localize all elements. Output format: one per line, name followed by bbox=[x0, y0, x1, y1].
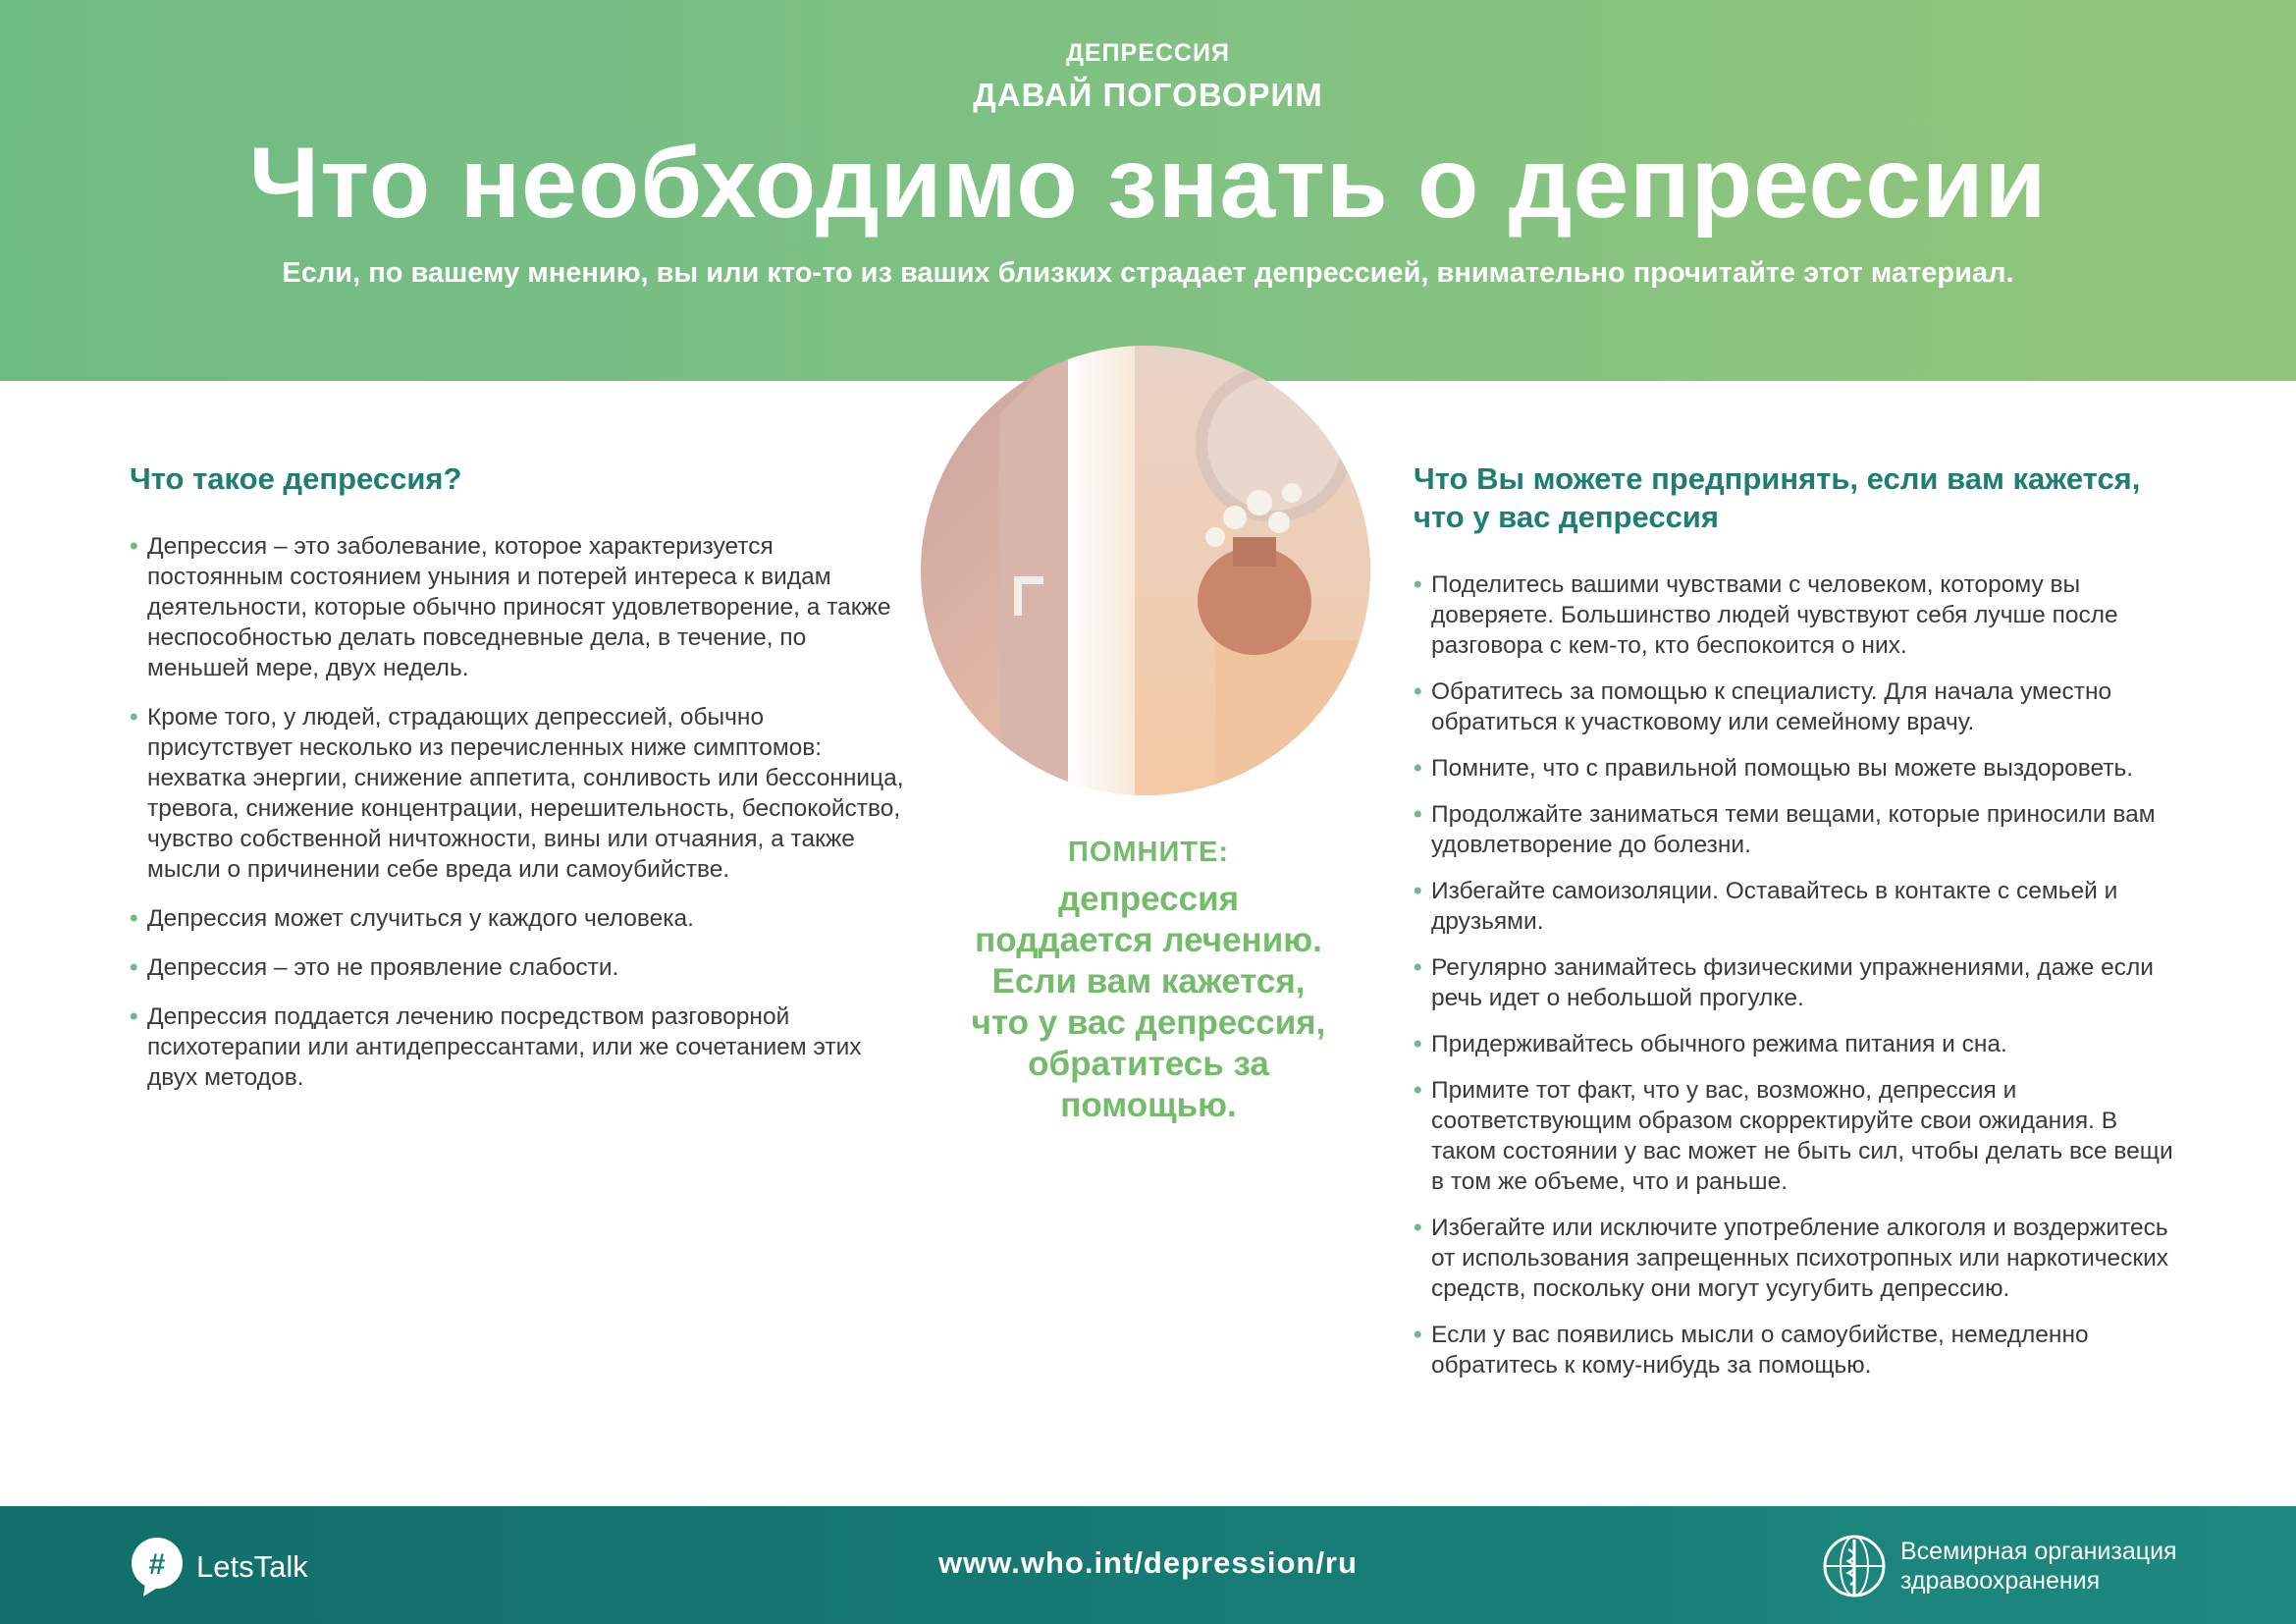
page-title: Что необходимо знать о депрессии bbox=[248, 127, 2048, 239]
list-item: • Обратитесь за помощью к специалисту. Для начала уместно обратиться к участковому или семейному врачу. bbox=[1414, 677, 2179, 737]
campaign-slogan: ДАВАЙ ПОГОВОРИМ bbox=[973, 77, 1323, 113]
who-logo bbox=[1820, 1532, 2177, 1600]
what-is-depression-section bbox=[130, 460, 905, 1111]
what-you-can-do-section bbox=[1414, 460, 2179, 1396]
remember-callout bbox=[967, 837, 1330, 1126]
list-item: • Примите тот факт, что у вас, возможно, депрессия и соответствующим образом скорректируйте свои ожидания. В таком состоянии у вас может не быть сил, чтобы делать все вещи в том же объеме, что и раньше. bbox=[1414, 1075, 2179, 1197]
list-item: • Кроме того, у людей, страдающих депрессией, обычно присутствует несколько из перечисленных ниже симптомов: нехватка энергии, снижение аппетита, сонливость или бессонница, тревога, снижение концентрации, нерешительность, беспокойство, чувство собственной ничтожности, вины или отчаяния, а также мысли о причинении себе вреда или самоубийстве. bbox=[130, 702, 905, 885]
who-org-name bbox=[1900, 1537, 2177, 1596]
list-item: • Поделитесь вашими чувствами с человеком, которому вы доверяете. Большинство людей чувствуют себя лучше после разговора с кем-то, кто беспокоится о них. bbox=[1414, 569, 2179, 661]
kicker: ДЕПРЕССИЯ bbox=[1066, 39, 1230, 67]
who-org-line1: Всемирная организация bbox=[1900, 1538, 2177, 1565]
list-item: • Продолжайте заниматься теми вещами, которые приносили вам удовлетворение до болезни. bbox=[1414, 799, 2179, 860]
list-item: • Избегайте или исключите употребление алкоголя и воздержитесь от использования запрещенных психотропных или наркотических средств, поскольку они могут усугубить депрессию. bbox=[1414, 1213, 2179, 1304]
doorway-illustration bbox=[921, 346, 1370, 795]
what-is-depression-list bbox=[130, 531, 905, 1093]
website-link[interactable]: www.who.int/depression/ru bbox=[938, 1545, 1358, 1580]
list-item: • Регулярно занимайтесь физическими упражнениями, даже если речь идет о небольшой прогулке. bbox=[1414, 952, 2179, 1013]
page-footer bbox=[0, 1506, 2296, 1624]
list-item: • Избегайте самоизоляции. Оставайтесь в контакте с семьей и друзьями. bbox=[1414, 876, 2179, 937]
what-you-can-do-title: Что Вы можете предпринять, если вам кажется, что у вас депрессия bbox=[1414, 461, 2141, 534]
list-item: • Депрессия – это заболевание, которое характеризуется постоянным состоянием уныния и потерей интереса к видам деятельности, которые обычно приносят удовлетворение, а также неспособностью делать повседневные дела, в течение, по меньшей мере, двух недель. bbox=[130, 531, 905, 683]
list-item: • Депрессия может случиться у каждого человека. bbox=[130, 903, 905, 934]
list-item: • Если у вас появились мысли о самоубийстве, немедленно обратитесь к кому-нибудь за помощью. bbox=[1414, 1320, 2179, 1380]
list-item: • Помните, что с правильной помощью вы можете выздороветь. bbox=[1414, 753, 2179, 784]
remember-text: депрессия поддается лечению. Если вам кажется, что у вас депрессия, обратитесь за помощью. bbox=[971, 880, 1326, 1124]
what-you-can-do-list bbox=[1414, 569, 2179, 1380]
list-item: • Депрессия поддается лечению посредством разговорной психотерапии или антидепрессантами, или же сочетанием этих двух методов. bbox=[130, 1001, 905, 1093]
page-header bbox=[0, 0, 2296, 381]
who-org-line2: здравоохранения bbox=[1900, 1567, 2101, 1595]
hashtag-label: LetsTalk bbox=[196, 1549, 308, 1584]
what-is-depression-title: Что такое депрессия? bbox=[130, 461, 462, 496]
hash-symbol: # bbox=[148, 1548, 166, 1581]
who-emblem-icon bbox=[1820, 1532, 1889, 1600]
list-item: • Придерживайтесь обычного режима питания и сна. bbox=[1414, 1029, 2179, 1059]
list-item: • Депрессия – это не проявление слабости. bbox=[130, 952, 905, 983]
remember-label: ПОМНИТЕ: bbox=[1067, 837, 1230, 868]
lead-text: Если, по вашему мнению, вы или кто-то из ваших близких страдает депрессией, внимательно прочитайте этот материал. bbox=[282, 257, 2014, 289]
